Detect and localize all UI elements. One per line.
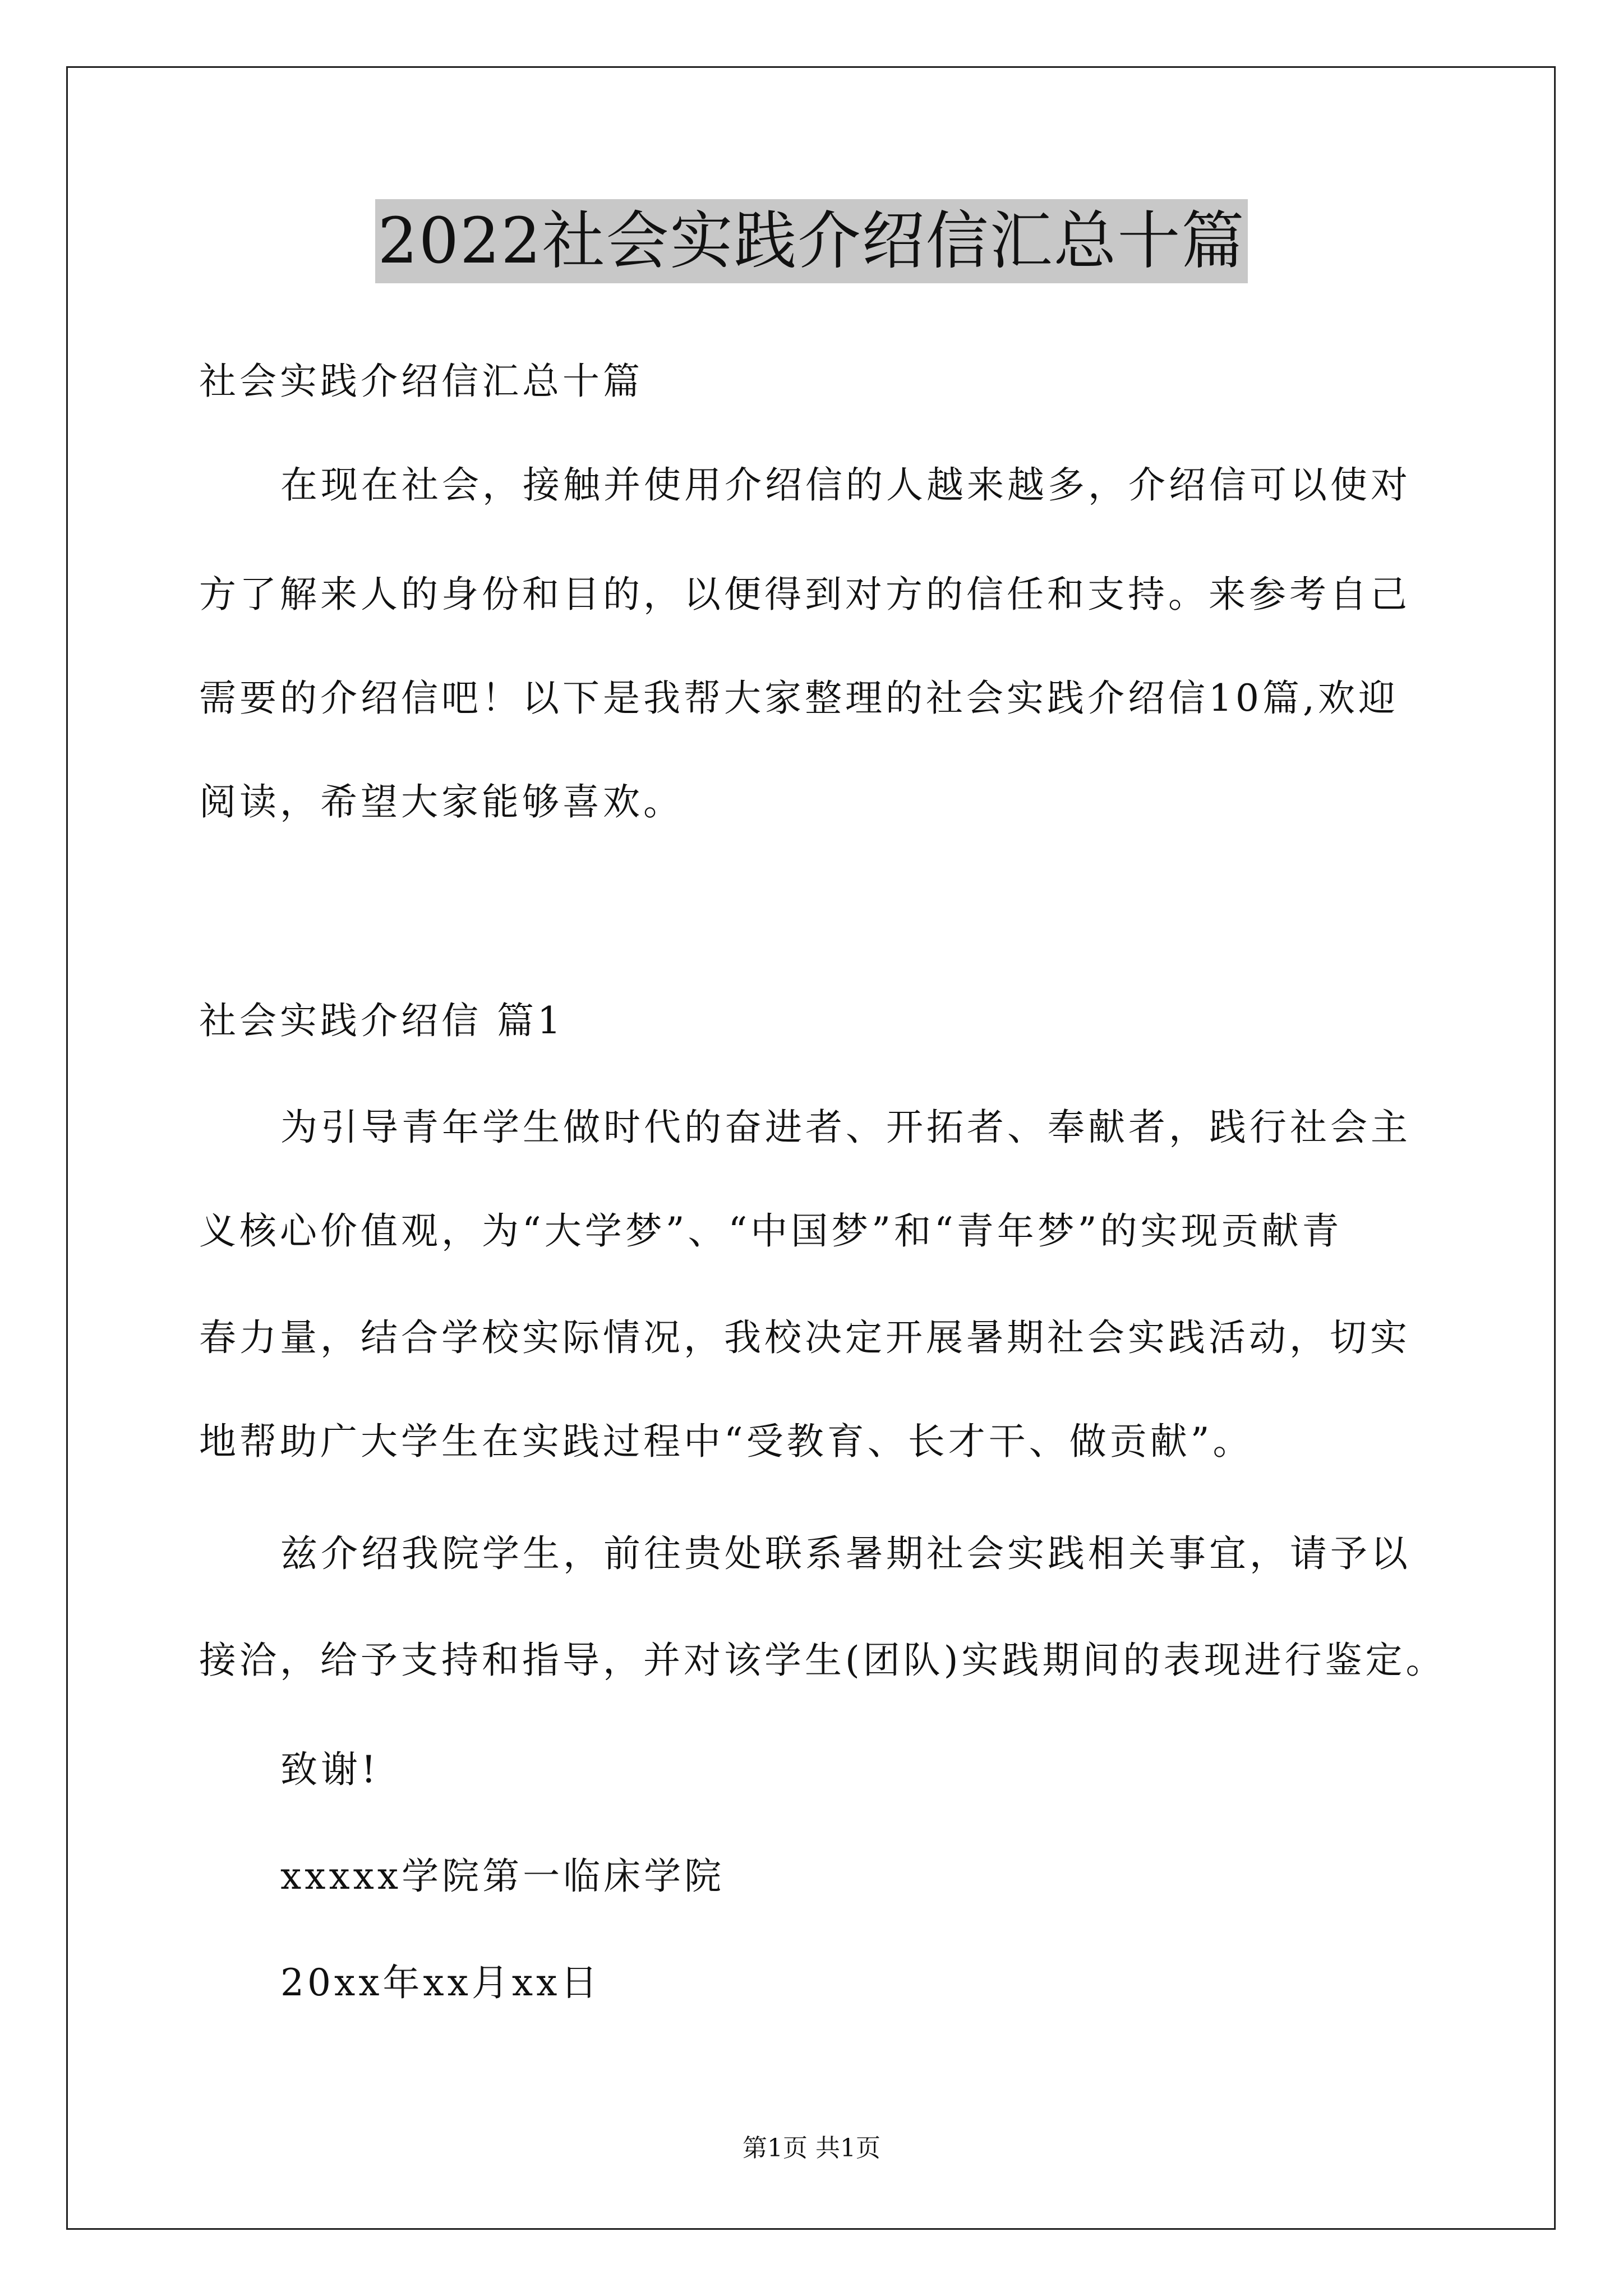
intro-line-3: 需要的介绍信吧！以下是我帮大家整理的社会实践介绍信10篇,欢迎 <box>199 677 1399 720</box>
signature-line: xxxxx学院第一临床学院 <box>280 1855 725 1898</box>
intro-line-4: 阅读，希望大家能够喜欢。 <box>199 780 684 823</box>
section-heading: 社会实践介绍信 篇1 <box>199 999 564 1042</box>
page-footer: 第1页 共1页 <box>743 2134 880 2162</box>
document-title: 2022社会实践介绍信汇总十篇 <box>375 199 1247 283</box>
title-wrap <box>0 199 1623 283</box>
para1-line-2: 义核心价值观，为“大学梦”、“中国梦”和“青年梦”的实现贡献青 <box>199 1209 1343 1253</box>
para2-line-1: 兹介绍我院学生，前往贵处联系暑期社会实践相关事宜，请予以 <box>280 1532 1411 1575</box>
para2-line-2: 接洽，给予支持和指导，并对该学生(团队)实践期间的表现进行鉴定。 <box>199 1639 1446 1682</box>
document-subtitle: 社会实践介绍信汇总十篇 <box>199 360 643 403</box>
para1-line-1: 为引导青年学生做时代的奋进者、开拓者、奉献者，践行社会主 <box>280 1106 1411 1149</box>
para1-line-4: 地帮助广大学生在实践过程中“受教育、长才干、做贡献”。 <box>199 1420 1253 1463</box>
thanks-line: 致谢! <box>280 1748 380 1791</box>
date-line: 20xx年xx月xx日 <box>280 1961 601 2004</box>
intro-line-1: 在现在社会，接触并使用介绍信的人越来越多，介绍信可以使对 <box>280 463 1411 507</box>
para1-line-3: 春力量，结合学校实际情况，我校决定开展暑期社会实践活动，切实 <box>199 1316 1410 1359</box>
intro-line-2: 方了解来人的身份和目的，以便得到对方的信任和支持。来参考自己 <box>199 573 1410 616</box>
